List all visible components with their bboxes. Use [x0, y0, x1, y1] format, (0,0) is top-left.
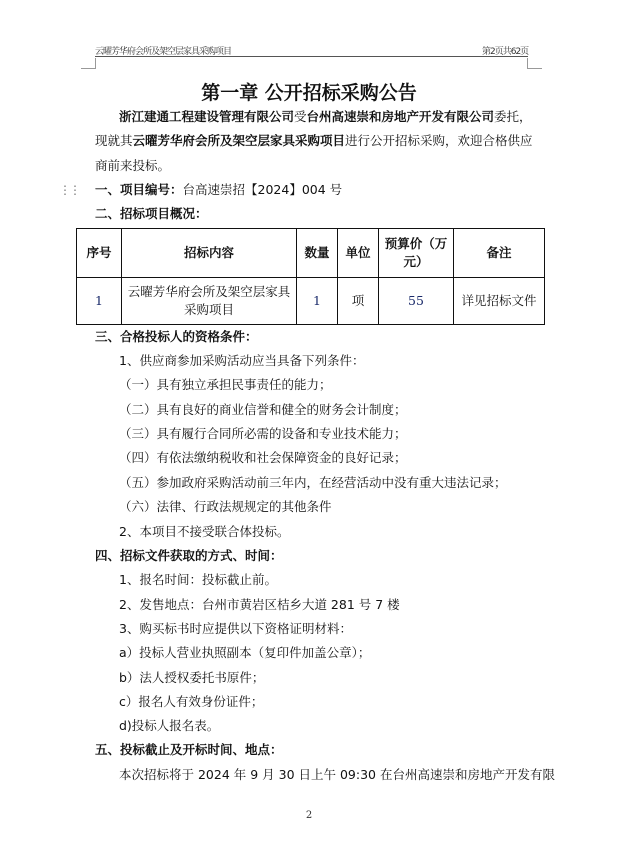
cell-remark: 详见招标文件: [454, 278, 545, 325]
section-3-heading: 三、合格投标人的资格条件：: [95, 329, 258, 344]
crop-mark-right: [527, 58, 542, 69]
col-header: 数量: [297, 229, 338, 278]
intro-line-1: [119, 108, 532, 126]
list-item: （一）具有独立承担民事责任的能力；: [119, 377, 332, 392]
section-5-text: 本次招标将于 2024 年 9 月 30 日上午 09:30 在台州高速崇和房地产开发有限: [119, 767, 555, 782]
list-item: 1、供应商参加采购活动应当具备下列条件：: [119, 353, 365, 368]
table-header-row: [77, 229, 545, 278]
list-item: （六）法律、行政法规规定的其他条件: [119, 499, 332, 514]
intro-text: 现就其: [95, 133, 133, 148]
intro-text: 进行公开招标采购，欢迎合格供应: [345, 133, 533, 148]
col-header: 序号: [77, 229, 122, 278]
list-item: d)投标人报名表。: [119, 718, 220, 733]
list-item: 2、发售地点：台州市黄岩区桔乡大道 281 号 7 楼: [119, 597, 400, 612]
intro-line-2: [95, 132, 533, 150]
col-header: 招标内容: [122, 229, 297, 278]
list-item: 3、购买标书时应提供以下资格证明材料：: [119, 621, 352, 636]
header-project-name: 云曜芳华府会所及架空层家具采购项目: [95, 47, 232, 57]
crop-mark-left: [81, 58, 96, 69]
header-page-count: 第2页共62页: [482, 47, 529, 57]
project-overview-table: [76, 228, 545, 325]
table-row: [77, 278, 545, 325]
drag-handle-icon[interactable]: ⋮⋮: [59, 183, 79, 197]
list-item: （五）参加政府采购活动前三年内，在经营活动中没有重大违法记录；: [119, 475, 507, 490]
cell-content: 云曜芳华府会所及架空层家具采购项目: [122, 278, 297, 325]
client-name: 台州高速崇和房地产开发有限公司: [306, 109, 495, 124]
list-item: （二）具有良好的商业信誉和健全的财务会计制度；: [119, 402, 407, 417]
list-item: 1、报名时间：投标截止前。: [119, 572, 277, 587]
list-item: 2、本项目不接受联合体投标。: [119, 524, 290, 539]
col-header: 备注: [454, 229, 545, 278]
list-item: a）投标人营业执照副本（复印件加盖公章）；: [119, 645, 371, 660]
section-2-heading: 二、招标项目概况：: [95, 206, 208, 221]
project-number: [95, 181, 342, 199]
page-number: 2: [305, 810, 313, 821]
cell-budget: 55: [379, 278, 454, 325]
col-header: 预算价（万元）: [379, 229, 454, 278]
col-header: 单位: [338, 229, 379, 278]
agent-name: 浙江建通工程建设管理有限公司: [119, 109, 295, 124]
header-rule: [95, 56, 528, 57]
cell-qty: 1: [297, 278, 338, 325]
section-4-heading: 四、招标文件获取的方式、时间：: [95, 548, 283, 563]
cell-no: 1: [77, 278, 122, 325]
list-item: b）法人授权委托书原件；: [119, 670, 265, 685]
project-number-value: 台高速崇招【2024】004 号: [182, 182, 343, 197]
section-5-heading: 五、投标截止及开标时间、地点：: [95, 742, 283, 757]
cell-unit: 项: [338, 278, 379, 325]
intro-line-3: 商前来投标。: [95, 158, 171, 173]
intro-text: 受: [294, 109, 307, 124]
section-1-heading: 一、项目编号：: [95, 182, 183, 197]
list-item: （三）具有履行合同所必需的设备和专业技术能力；: [119, 426, 407, 441]
list-item: （四）有依法缴纳税收和社会保障资金的良好记录；: [119, 450, 407, 465]
chapter-title: 第一章 公开招标采购公告: [201, 82, 417, 104]
list-item: c）报名人有效身份证件；: [119, 694, 264, 709]
project-name: 云曜芳华府会所及架空层家具采购项目: [132, 133, 346, 148]
intro-text: 委托，: [494, 109, 532, 124]
